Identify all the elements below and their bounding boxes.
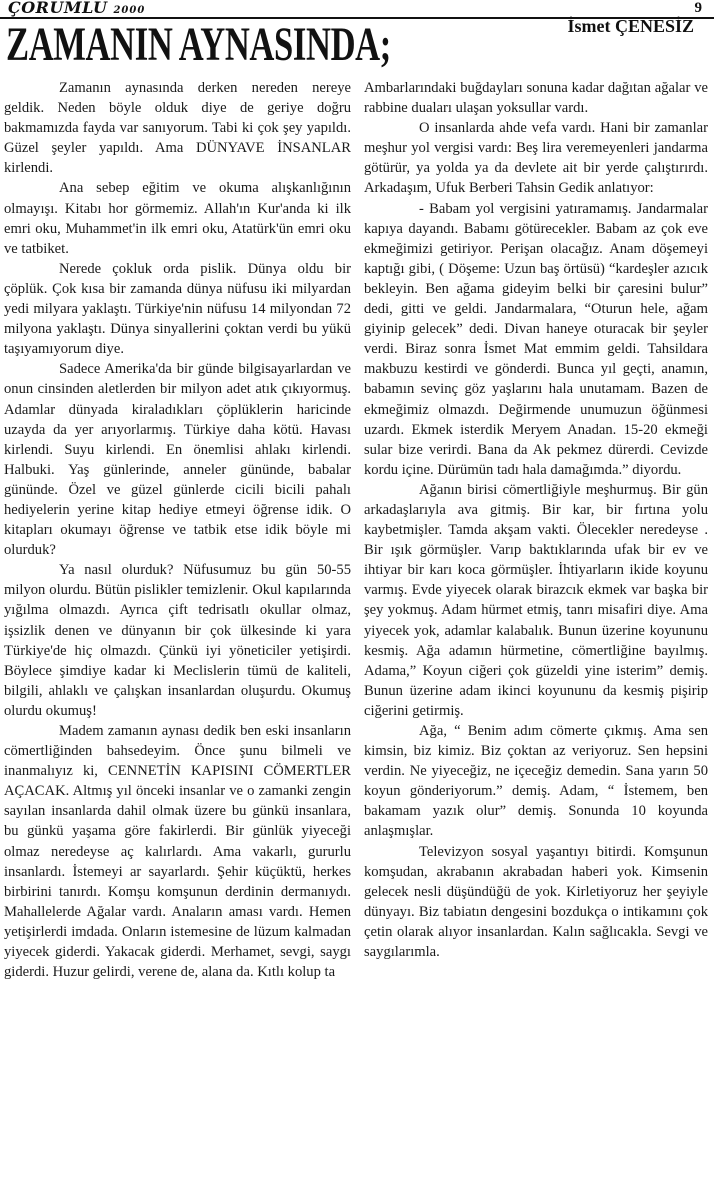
publication-title: ÇORUMLU bbox=[8, 0, 108, 17]
publication-name bbox=[8, 0, 145, 17]
publication-year: 2000 bbox=[113, 5, 146, 16]
article-paragraph: O insanlarda ahde vefa vardı. Hani bir zamanlar meşhur yol vergisi vardı: Beş lira veremeyenleri jandarma götürür, ya yolda ya da devlete ait bir yerde çalıştırırdı. Arkadaşım, Ufuk Berberi Tahsin Gedik anlatıyor: bbox=[364, 120, 708, 197]
article-left-column bbox=[4, 78, 351, 982]
article-author: İsmet ÇENESİZ bbox=[567, 16, 694, 36]
article-paragraph: - Babam yol vergisini yatıramamış. Jandarmalar kapıya dayandı. Babamı götürecekler. Babam az çok eve ekmeğimizi getiriyor. Perişan olacağız. Anam döşemeyi kaptığı gibi, ( Döşeme: Uzun baş örtüsü) “kardeşler azıcık bekleyin. Ben ağama gideyim belki bir çaresini bulur” dedi, gitti ve geldi. Jandarmalara, “Oturun hele, ağam giyinip gelecek” dedi. Divan haneye oturacak bir şeyler verdi. Biraz sonra İsmet Mat emmim geldi. Tahsildara makbuzu kestirdi ve gönderdi. Bunca yıl geçti, anamın, babamın sevinç göz yaşlarını hala unutamam. Bazen de ekmeğimiz olmazdı. Değirmende unumuzun öğünmesi uzardı. Ekmek isterdik Meryem Anadan. 15-20 ekmeği sular bize verirdi. Bana da Ak pekmez dürerdi. Cevizde kordu içine. Dürümün tadı hala damağımda.” diyordu. bbox=[364, 200, 708, 478]
article-paragraph: Ambarlarındaki buğdayları sonuna kadar dağıtan ağalar ve rabbine duaları ulaşan yoksullar vardı. bbox=[364, 80, 708, 117]
article-right-column bbox=[364, 78, 708, 962]
article-paragraph: Madem zamanın aynası dedik ben eski insanların cömertliğinden bahsedeyim. Önce şunu bilmeli ve inanmalıyız ki, CENNETİN KAPISINI CÖMERTLER AÇACAK. Altmış yıl önceki insanlar ve o zamanki zengin sayılan insanlarda dahil olmak üzere bu günkü insanlara, bu günkü yaşama göre fakirlerdi. Bir günlük yiyeceği olmaz neredeyse aç kalırlardı. Ama vakarlı, gururlu insanlardı. İstemeyi ar sayarlardı. Şehir küçüktü, herkes birbirini tanırdı. Komşu komşunun derdinin dermanıydı. Mahallelerde Ağalar vardı. Anaların aması vardı. Hemen yetişirlerdi imdada. Onların istemesine de lüzum kalmadan yiyecek giderdi. Yakacak giderdi. Merhamet, sevgi, saygı giderdi. Huzur gelirdi, verene de, alana da. Kıtlı kolup ta bbox=[4, 723, 351, 981]
page-number: 9 bbox=[694, 0, 702, 16]
article-paragraph: Ya nasıl olurduk? Nüfusumuz bu gün 50-55 milyon olurdu. Bütün pislikler temizlenir. Okul kapılarında yığılma olmazdı. Ayrıca çift tedrisatlı okullar olmaz, işsizlik denen ve dünyanın bir çok ülkesinde ki yara Türkiye'de hiç olmazdı. Çünkü iyi yöneticiler yetişirdi. Böylece şimdiye kadar ki Meclislerin tümü de kaliteli, bilgili, ahlaklı ve çalışkan insanlardan oluşurdu. Okumuş olurdu okumuş! bbox=[4, 562, 351, 719]
article-paragraph: Nerede çokluk orda pislik. Dünya oldu bir çöplük. Çok kısa bir zamanda dünya nüfusu iki milyardan yedi milyara yaklaştı. Türkiye'nin nüfusu 14 milyondan 72 milyona yaklaştı. Dünya sinyallerini çoktan verdi bu yükü taşıyamıyorum diye. bbox=[4, 260, 351, 358]
article-paragraph: Zamanın aynasında derken nereden nereye geldik. Neden böyle olduk diye de geriye doğru bakmamızda fayda var sanıyorum. Tabi ki çok şey yapıldı. Güzel şeyler yapıldı. Ama DÜNYAVE İNSANLAR kirlendi. bbox=[4, 80, 351, 177]
article-paragraph: Televizyon sosyal yaşantıyı bitirdi. Komşunun komşudan, akrabanın akrabadan haberi yok. Kimsenin gelecek nesli düşündüğü de yok. Kirletiyoruz her şeyiyle dünyayı. Biz tabiatın dengesini bozdukça o intikamını çok çetin olarak alıyor insanlardan. Kalın sağlıcakla. Sevgi ve saygılarımla. bbox=[364, 843, 708, 961]
article-paragraph: Sadece Amerika'da bir günde bilgisayarlardan ve onun cinsinden aletlerden bir milyon adet atık çıkıyormuş. Adamlar dünyada kiraladıkları çöplüklerin haricinde uzayda da yer arıyorlarmış. Türkiye daha kötü. Havası kirlendi. Suyu kirlendi. En önemlisi ahlakı kirlendi. Halbuki. Yaş günlerinde, anneler gününde, babalar gününde. Özel ve güzel günlerde cicili bicili pahalı hediyelerin yerine kitap hediye etmeyi öğrense idik. O kitapları okumayı öğrense ve tatbik etse idik böyle mi olurduk? bbox=[4, 361, 351, 559]
article-paragraph: Ağa, “ Benim adım cömerte çıkmış. Ama sen kimsin, biz kimiz. Biz çoktan az veriyoruz. Sen hepsini verdin. Ne yiyeceğiz, ne içeceğiz demedin. Sana yarın 50 koyun gönderiyorum.” demiş. Adam, “ İstemem, ben bakamam yazık olur” demiş. Sonunda 10 koyunda anlaşmışlar. bbox=[364, 723, 708, 840]
article-title: ZAMANIN AYNASINDA; bbox=[6, 18, 391, 71]
article-paragraph: Ana sebep eğitim ve okuma alışkanlığının olmayışı. Kitabı hor görmemiz. Allah'ın Kur'anda ki ilk emri oku, Muhammet'in ilk emri oku, Atatürk'ün emri oku ve tatbiket. bbox=[4, 180, 351, 257]
article-paragraph: Ağanın birisi cömertliğiyle meşhurmuş. Bir gün arkadaşlarıyla ava gitmiş. Bir kar, bir fırtına yolu kaybetmişler. Tamda akşam vakti. Ölecekler neredeyse . Bir ışık görmüşler. Varıp baktıklarında ufak bir ev ve ihtiyar bir karı koca görmüşler. İhtiyarların ikide koyunu varmış. Evde yiyecek olarak birazcık ekmek var başka bir şey yokmuş. Adam hürmet etmiş, tanrı misafiri diye. Ama yiyecek yok, adamlar kalabalık. Bunun üzerine koyununu kesmiş. Ağa adamın hürmetine, cömertliğine bayılmış. Adama,” Koyun ciğeri çok güzeldi yine isterim” demiş. Bunun üzerine adam ikinci koyununu da kesmiş pişirip ciğerini getirmiş. bbox=[364, 481, 708, 719]
